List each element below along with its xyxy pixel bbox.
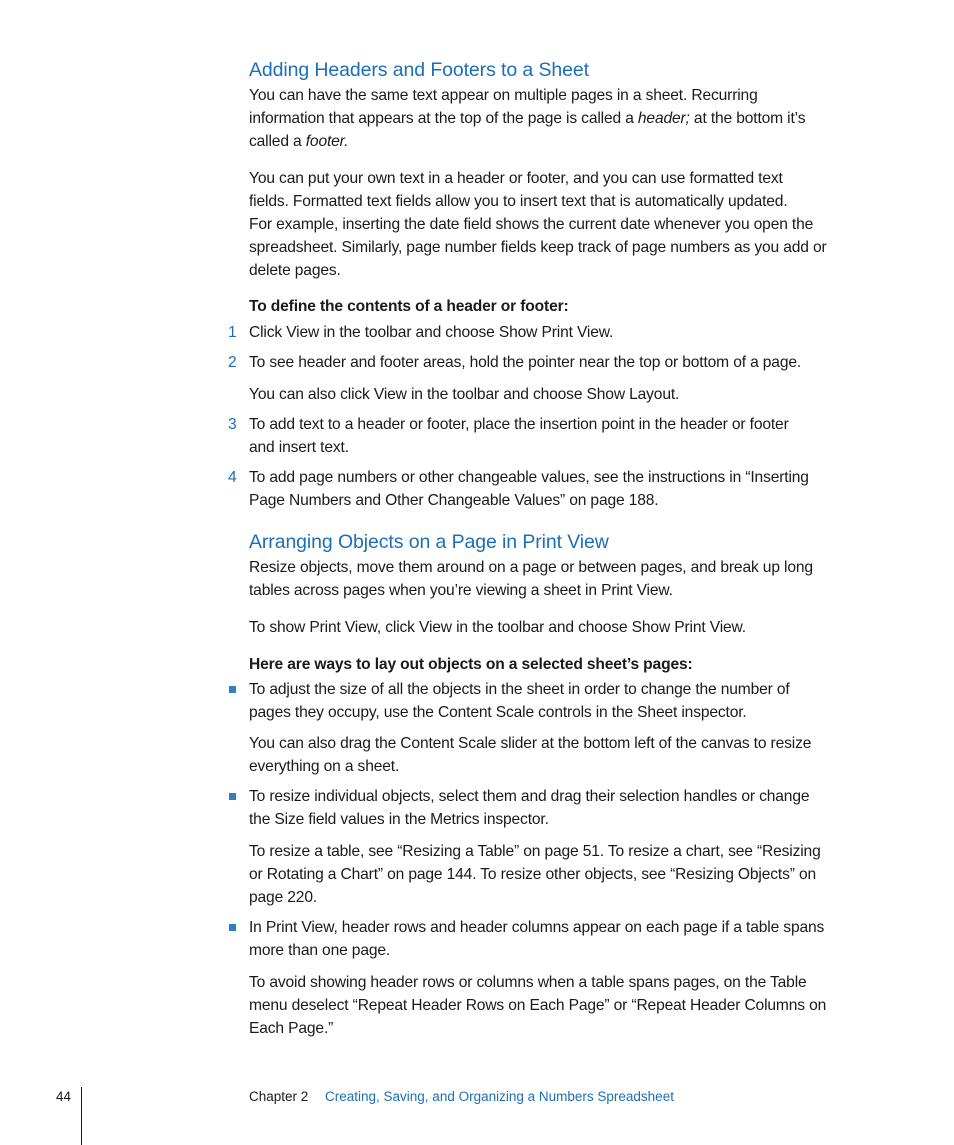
page-number: 44 (56, 1089, 72, 1104)
text-line: spreadsheet. Similarly, page number fields keep track of page numbers as you add or (249, 239, 827, 256)
text-line: To adjust the size of all the objects in the sheet in order to change the number of (249, 681, 790, 698)
term-footer: footer. (305, 133, 349, 150)
footer-divider (81, 1087, 82, 1145)
text-line: To avoid showing header rows or columns when a table spans pages, on the Table (249, 974, 807, 991)
bullet-note (249, 840, 861, 909)
step-text (249, 321, 861, 344)
text-line: delete pages. (249, 262, 341, 279)
text-line: or Rotating a Chart” on page 144. To resize other objects, see “Resizing Objects” on (249, 866, 816, 883)
text-line: In Print View, header rows and header columns appear on each page if a table spans (249, 919, 825, 936)
text-line: Each Page.” (249, 1020, 334, 1037)
text-line: fields. Formatted text fields allow you to insert text that is automatically updated. (249, 193, 788, 210)
task-title: To define the contents of a header or footer: (249, 298, 569, 315)
text-run: at the bottom it’s (689, 110, 806, 127)
section-heading-headers-footers: Adding Headers and Footers to a Sheet (249, 59, 589, 81)
intro-paragraph (249, 84, 861, 153)
text-line: To resize individual objects, select them and drag their selection handles or change (249, 788, 810, 805)
text-run: called a (249, 133, 306, 150)
bullet-icon (229, 793, 236, 800)
text-line: You can put your own text in a header or footer, and you can use formatted text (249, 170, 783, 187)
formatted-fields-paragraph (249, 167, 861, 282)
step-number: 4 (228, 469, 237, 486)
chapter-title: Creating, Saving, and Organizing a Numbers Spreadsheet (325, 1089, 674, 1104)
text-line: For example, inserting the date field shows the current date whenever you open the (249, 216, 814, 233)
bullet-note (249, 732, 861, 778)
step-text (249, 413, 861, 459)
bullet-text (249, 678, 861, 724)
bullet-note (249, 971, 861, 1040)
text-line: To add page numbers or other changeable values, see the instructions in “Inserting (249, 469, 809, 486)
bullet-icon (229, 924, 236, 931)
text-run: information that appears at the top of the page is called a (249, 110, 638, 127)
text-line: To resize a table, see “Resizing a Table” on page 51. To resize a chart, see “Resizing (249, 843, 821, 860)
text-line: Click View in the toolbar and choose Show Print View. (249, 324, 614, 341)
bullet-text (249, 916, 861, 962)
text-line: the Size field values in the Metrics inspector. (249, 811, 549, 828)
step-text (249, 466, 861, 512)
step-number: 1 (228, 324, 237, 341)
step-number: 2 (228, 354, 237, 371)
step-text (249, 351, 861, 374)
text-line: To see header and footer areas, hold the pointer near the top or bottom of a page. (249, 354, 802, 371)
chapter-label: Chapter 2 (249, 1089, 309, 1104)
intro-paragraph (249, 556, 861, 602)
bullet-icon (229, 686, 236, 693)
step-note: You can also click View in the toolbar and choose Show Layout. (249, 386, 680, 403)
text-line: Page Numbers and Other Changeable Values” on page 188. (249, 492, 659, 509)
term-header: header; (637, 110, 690, 127)
bullet-text (249, 785, 861, 831)
text-line: and insert text. (249, 439, 349, 456)
text-line: page 220. (249, 889, 318, 906)
step-number: 3 (228, 416, 237, 433)
text-line: menu deselect “Repeat Header Rows on Each Page” or “Repeat Header Columns on (249, 997, 827, 1014)
text-line: pages they occupy, use the Content Scale controls in the Sheet inspector. (249, 704, 747, 721)
text-line: You can also drag the Content Scale slider at the bottom left of the canvas to resize (249, 735, 812, 752)
text-line: You can have the same text appear on multiple pages in a sheet. Recurring (249, 87, 758, 104)
text-line: more than one page. (249, 942, 391, 959)
text-line: Resize objects, move them around on a page or between pages, and break up long (249, 559, 813, 576)
text-line: tables across pages when you’re viewing a sheet in Print View. (249, 582, 673, 599)
text-line: everything on a sheet. (249, 758, 400, 775)
show-print-view-paragraph: To show Print View, click View in the toolbar and choose Show Print View. (249, 619, 746, 636)
section-heading-arranging-objects: Arranging Objects on a Page in Print View (249, 531, 609, 553)
text-line: To add text to a header or footer, place the insertion point in the header or footer (249, 416, 789, 433)
task-title: Here are ways to lay out objects on a selected sheet’s pages: (249, 656, 693, 673)
